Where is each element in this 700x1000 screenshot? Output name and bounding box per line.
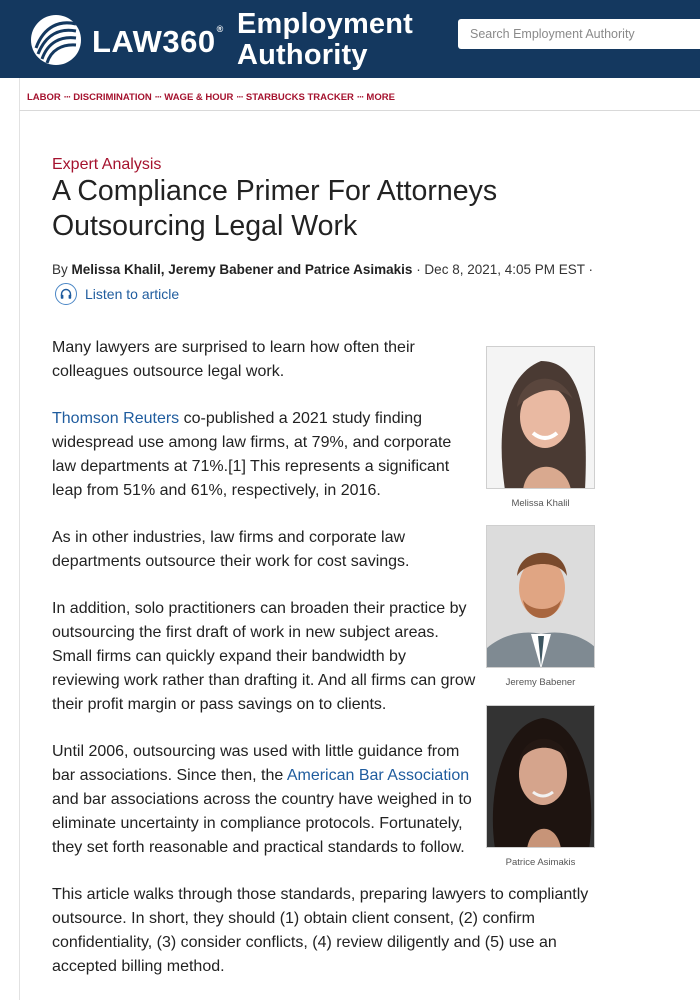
brand-logo-text[interactable] [92, 24, 224, 60]
article-headline: A Compliance Primer For Attorneys Outsourcing Legal Work [52, 175, 498, 242]
photo-caption-jeremy-babener: Jeremy Babener [505, 677, 576, 688]
law360-logo-icon[interactable] [30, 14, 82, 66]
nav-item-starbucks-tracker[interactable]: STARBUCKS TRACKER [245, 92, 354, 103]
byline-date: · Dec 8, 2021, 4:05 PM EST · [412, 262, 594, 277]
brand-name: LAW360 [92, 24, 216, 59]
byline-prefix: By [52, 262, 72, 277]
paragraph-2-text: co-published a 2021 study finding widespread use among law firms, at 79%, and corporate law departments at 71%.[1] This represents a significant leap from 51% and 61%, respectively, in 2016. [52, 410, 452, 499]
thomson-reuters-link[interactable]: Thomson Reuters [52, 410, 180, 427]
paragraph-5-text-start: Until 2006, outsourcing was used with little guidance from bar associations. Since then, the [52, 743, 460, 784]
paragraph-5-text-end: and bar associations across the country have weighed in to eliminate uncertainty in compliance protocols. Fortunately, they set forth reasonable and practical standards to follow. [52, 791, 472, 856]
paragraph-6: This article walks through those standards, preparing lawyers to compliantly outsource. In short, they should (1) obtain client consent, (2) confirm confidentiality, (3) consider conflicts, (4) review diligently and (5) use an accepted billing method. [52, 886, 589, 975]
author-photo-patrice-asimakis [486, 705, 595, 848]
nav-item-labor[interactable]: LABOR [27, 92, 61, 103]
byline-authors[interactable]: Melissa Khalil, Jeremy Babener and Patrice Asimakis [71, 262, 413, 277]
site-header [0, 0, 700, 78]
author-photo-jeremy-babener [486, 525, 595, 668]
paragraph-1: Many lawyers are surprised to learn how often their colleagues outsource legal work. [52, 339, 415, 380]
section-title[interactable] [237, 9, 413, 71]
search-input[interactable] [458, 19, 700, 49]
listen-to-article-button[interactable] [55, 283, 179, 305]
paragraph-2 [52, 407, 477, 503]
nav-item-discrimination[interactable]: DISCRIMINATION [73, 92, 152, 103]
section-nav [19, 78, 700, 111]
page-border [19, 111, 20, 1000]
aba-link[interactable]: American Bar Association [286, 767, 470, 784]
article-byline [52, 262, 593, 277]
nav-separator: ··· [356, 92, 364, 103]
nav-separator: ··· [154, 92, 162, 103]
listen-label: Listen to article [85, 286, 180, 302]
article-kicker[interactable]: Expert Analysis [52, 156, 162, 173]
paragraph-3: As in other industries, law firms and corporate law departments outsource their work for cost savings. [52, 529, 410, 570]
nav-item-wage-hour[interactable]: WAGE & HOUR [164, 92, 234, 103]
nav-separator: ··· [63, 92, 71, 103]
section-title-line1: Employment [237, 8, 414, 40]
section-title-line2: Authority [237, 39, 368, 71]
headphones-icon [55, 283, 77, 305]
nav-separator: ··· [236, 92, 243, 103]
registered-mark: ® [216, 24, 224, 34]
photo-caption-patrice-asimakis: Patrice Asimakis [505, 857, 576, 868]
paragraph-5 [52, 740, 477, 860]
nav-item-more[interactable]: MORE [366, 92, 395, 103]
author-photo-melissa-khalil [486, 346, 595, 489]
nav-links [27, 92, 395, 103]
paragraph-4: In addition, solo practitioners can broaden their practice by outsourcing the first draft of work in new subject areas. Small firms can quickly expand their bandwidth by reviewing work rather than drafting it. And all firms can grow their profit margin or pass savings on to clients. [52, 600, 476, 713]
photo-caption-melissa-khalil: Melissa Khalil [511, 498, 570, 509]
